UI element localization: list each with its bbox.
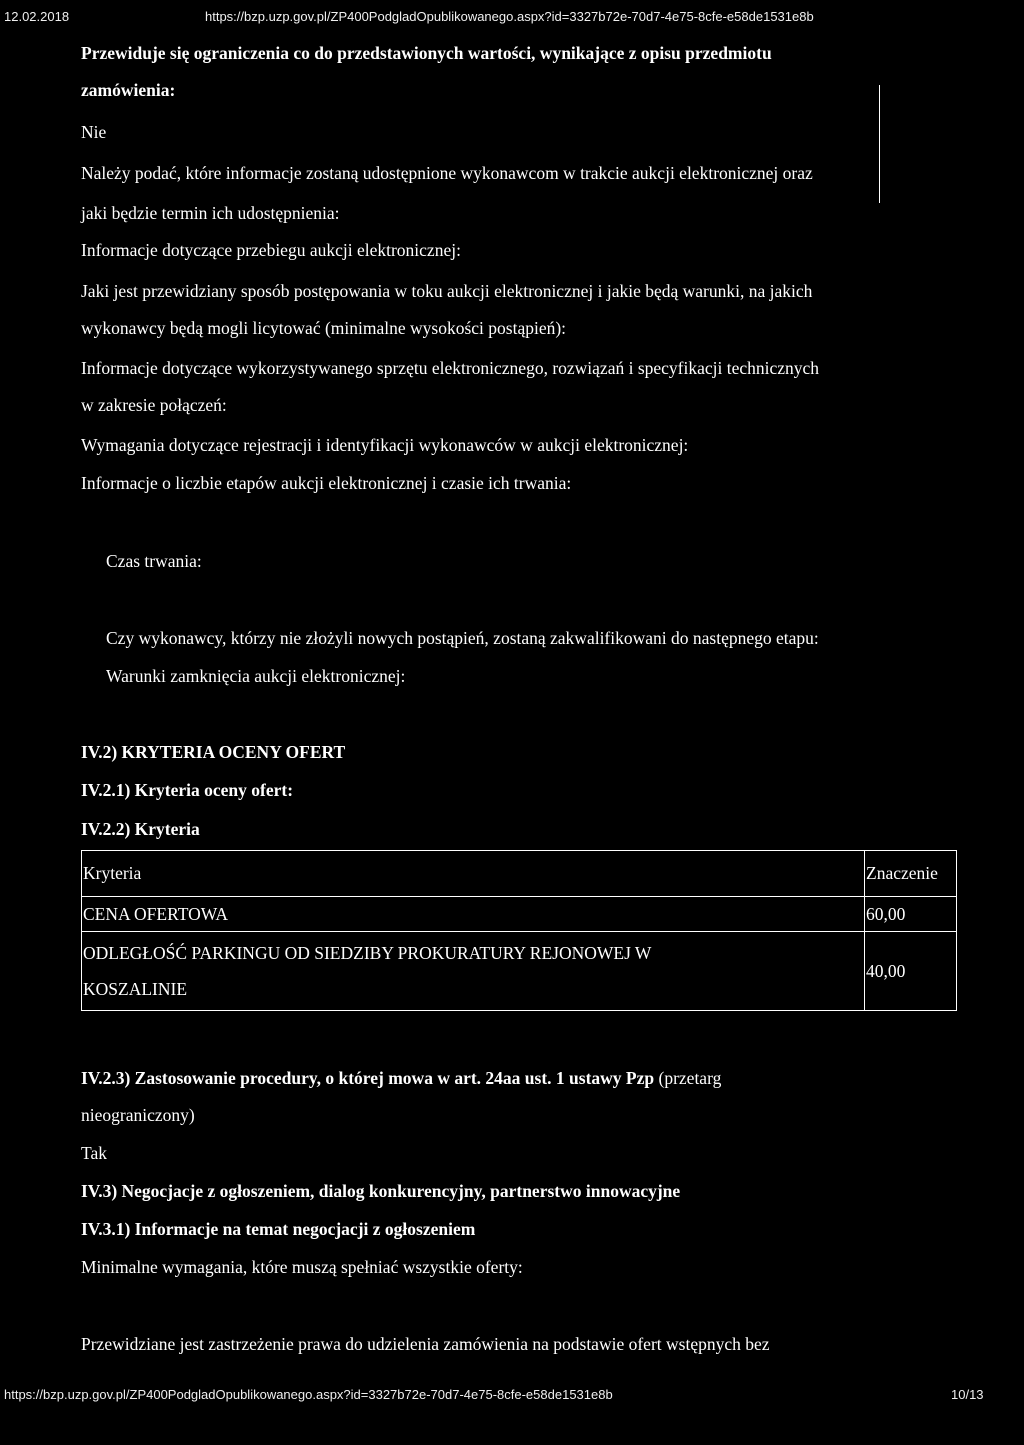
section-iv31-heading: IV.3.1) Informacje na temat negocjacji z ogłoszeniem (81, 1219, 476, 1239)
print-date: 12.02.2018 (4, 9, 70, 24)
info-line1: Należy podać, które informacje zostaną udostępnione wykonawcom w trakcie aukcji elektronicznej oraz (81, 163, 813, 183)
criterion-weight: 40,00 (865, 932, 957, 1011)
table-header-row (82, 851, 957, 897)
reservation-text: Przewidziane jest zastrzeżenie prawa do udzielenia zamówienia na podstawie ofert wstępnych bez (81, 1334, 770, 1354)
criterion-name: CENA OFERTOWA (82, 897, 865, 932)
header-weight: Znaczenie (865, 851, 957, 897)
criterion-name (82, 932, 865, 1011)
limits-heading-line1: Przewiduje się ograniczenia co do przedstawionych wartości, wynikające z opisu przedmiotu (81, 43, 772, 63)
info-line2: jaki będzie termin ich udostępnienia: (81, 203, 340, 223)
header-url: https://bzp.uzp.gov.pl/ZP400PodgladOpublikowanego.aspx?id=3327b72e-70d7-4e75-8cfe-e58de1531e8b (205, 9, 814, 24)
duration-label: Czas trwania: (106, 551, 202, 571)
auction-info: Informacje dotyczące przebiegu aukcji elektronicznej: (81, 240, 461, 260)
limits-heading-line2: zamówienia: (81, 80, 176, 100)
equipment-line2: w zakresie połączeń: (81, 395, 227, 415)
min-requirements: Minimalne wymagania, które muszą spełniać wszystkie oferty: (81, 1257, 523, 1277)
footer-url: https://bzp.uzp.gov.pl/ZP400PodgladOpublikowanego.aspx?id=3327b72e-70d7-4e75-8cfe-e58de1531e8b (4, 1387, 613, 1402)
section-iv23-normal: (przetarg (654, 1068, 722, 1088)
criteria-table (81, 850, 957, 1011)
limits-answer: Nie (81, 122, 107, 142)
page-number: 10/13 (951, 1387, 984, 1402)
section-iv2-heading: IV.2) KRYTERIA OCENY OFERT (81, 742, 346, 762)
section-iv21-heading: IV.2.1) Kryteria oceny ofert: (81, 780, 294, 800)
criterion-name-line1: ODLEGŁOŚĆ PARKINGU OD SIEDZIBY PROKURATURY REJONOWEJ W (83, 943, 652, 963)
section-iv22-heading: IV.2.2) Kryteria (81, 819, 200, 839)
header-criteria: Kryteria (82, 851, 865, 897)
table-row (82, 932, 957, 1011)
vertical-rule (879, 85, 880, 203)
equipment-line1: Informacje dotyczące wykorzystywanego sprzętu elektronicznego, rozwiązań i specyfikacji technicznych (81, 358, 820, 378)
closing-conditions: Warunki zamknięcia aukcji elektronicznej: (106, 666, 406, 686)
section-iv23-bold: IV.2.3) Zastosowanie procedury, o której mowa w art. 24aa ust. 1 ustawy Pzp (81, 1068, 655, 1088)
procedure-line2: wykonawcy będą mogli licytować (minimalne wysokości postąpień): (81, 318, 567, 338)
section-iv23-line2: nieograniczony) (81, 1105, 195, 1125)
procedure-line1: Jaki jest przewidziany sposób postępowania w toku aukcji elektronicznej i jakie będą warunki, na jakich (81, 281, 813, 301)
section-iv3-heading: IV.3) Negocjacje z ogłoszeniem, dialog konkurencyjny, partnerstwo innowacyjne (81, 1181, 681, 1201)
table-row (82, 897, 957, 932)
qualify-question: Czy wykonawcy, którzy nie złożyli nowych postąpień, zostaną zakwalifikowani do następnego etapu: (106, 628, 819, 648)
criterion-weight: 60,00 (865, 897, 957, 932)
section-iv23-answer: Tak (81, 1143, 107, 1163)
auction-stages: Informacje o liczbie etapów aukcji elektronicznej i czasie ich trwania: (81, 473, 572, 493)
section-iv23-line1 (81, 1067, 721, 1089)
registration-requirements: Wymagania dotyczące rejestracji i identyfikacji wykonawców w aukcji elektronicznej: (81, 435, 689, 455)
criterion-name-line2: KOSZALINIE (83, 979, 188, 999)
